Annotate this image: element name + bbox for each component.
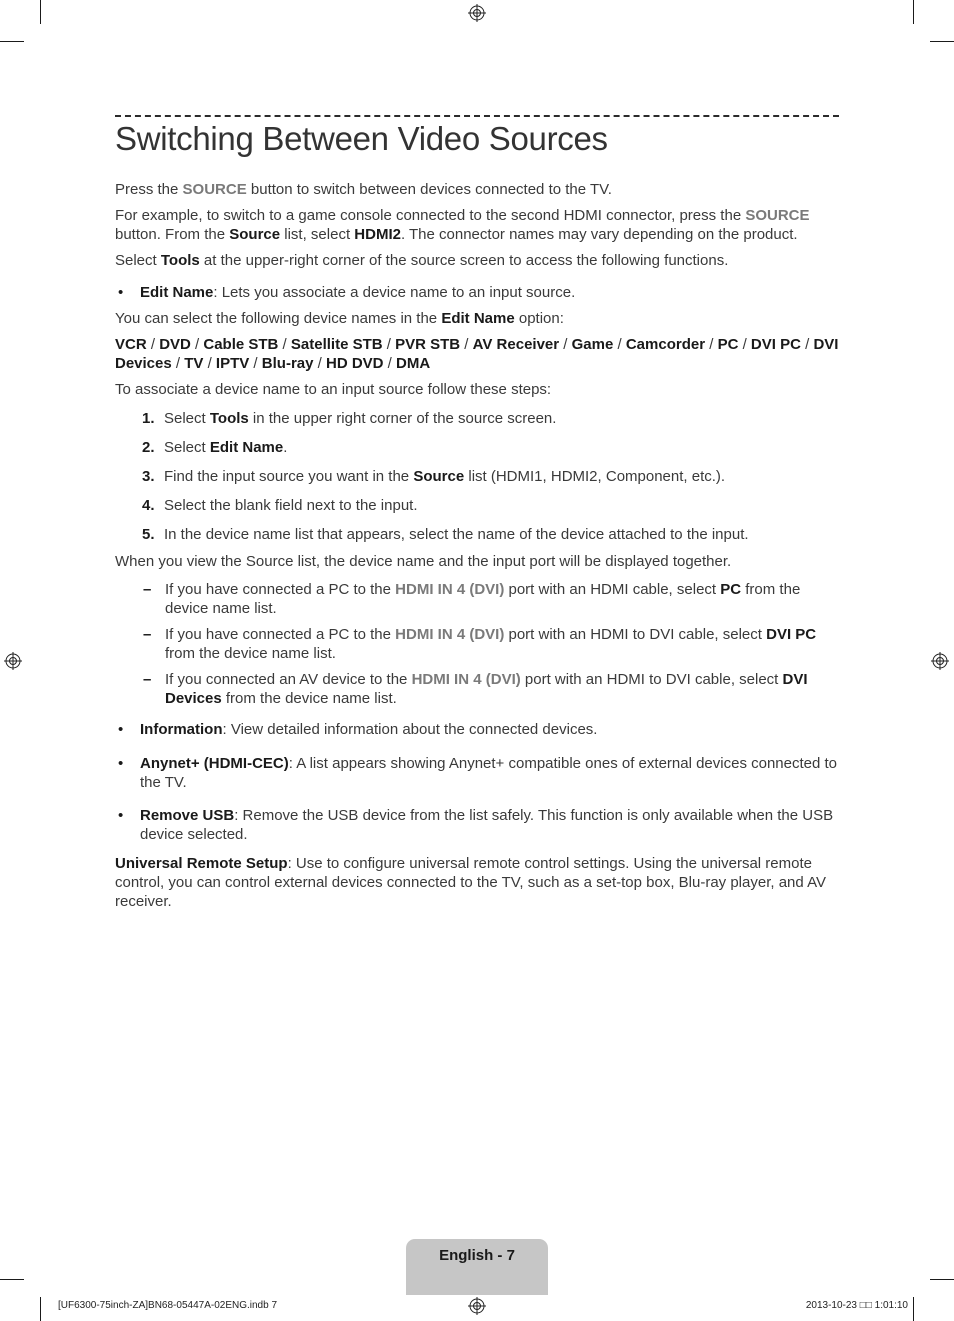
registration-mark-icon <box>468 1297 486 1315</box>
crop-mark <box>930 41 954 42</box>
print-timestamp: 2013-10-23 □□ 1:01:10 <box>805 1300 908 1311</box>
device-separator: / <box>613 336 626 353</box>
device-name: Blu-ray <box>261 355 314 372</box>
bullet-edit-name: • Edit Name: Lets you associate a device name to an input source. <box>115 283 841 302</box>
step-item: 2. Select Edit Name. <box>142 439 288 456</box>
device-separator: / <box>460 336 473 353</box>
device-name: DVD <box>159 336 191 353</box>
title-rule <box>115 115 839 117</box>
source-button-ref: SOURCE <box>745 207 810 224</box>
body-content <box>115 180 841 911</box>
device-name: HD DVD <box>325 355 384 372</box>
device-name: Camcorder <box>625 336 706 353</box>
device-name: TV <box>184 355 204 372</box>
intro-select-tools: Select Tools at the upper-right corner of the source screen to access the following functions. <box>115 252 729 269</box>
device-name: Game <box>571 336 614 353</box>
intro-press: Press the SOURCE button to switch between devices connected to the TV. <box>115 181 612 198</box>
bullet-remove-usb: • Remove USB: Remove the USB device from the list safely. This function is only available when the USB device selected. <box>115 806 841 844</box>
device-separator: / <box>171 355 185 372</box>
dash-item: – If you connected an AV device to the HDMI IN 4 (DVI) port with an HDMI to DVI cable, select DVI Devices from the device name list. <box>115 670 841 708</box>
edit-name-option-text: You can select the following device names in the Edit Name option: <box>115 310 564 327</box>
device-separator: / <box>559 336 572 353</box>
crop-mark <box>913 0 914 24</box>
source-button-ref: SOURCE <box>182 181 247 198</box>
device-name: IPTV <box>215 355 250 372</box>
step-item: 3. Find the input source you want in the Source list (HDMI1, HDMI2, Component, etc.). <box>142 468 726 485</box>
crop-mark <box>40 1297 41 1321</box>
device-separator: / <box>278 336 291 353</box>
bullet-information: • Information: View detailed information about the connected devices. <box>115 720 841 739</box>
view-note: When you view the Source list, the device name and the input port will be displayed together. <box>115 553 732 570</box>
device-separator: / <box>800 336 814 353</box>
device-separator: / <box>146 336 160 353</box>
universal-remote-setup: Universal Remote Setup: Use to configure universal remote control settings. Using the universal remote control, you can control external devices connected to the TV, such as a set-top box, Blu-ray player, and AV receiver. <box>115 855 826 910</box>
device-separator: / <box>313 355 326 372</box>
dash-item: – If you have connected a PC to the HDMI IN 4 (DVI) port with an HDMI to DVI cable, select DVI PC from the device name list. <box>115 625 841 663</box>
crop-mark <box>930 1279 954 1280</box>
file-slug: [UF6300-75inch-ZA]BN68-05447A-02ENG.indb 7 <box>58 1300 278 1311</box>
dash-item: – If you have connected a PC to the HDMI IN 4 (DVI) port with an HDMI cable, select PC from the device name list. <box>115 580 841 618</box>
device-separator: / <box>705 336 718 353</box>
device-separator: / <box>738 336 751 353</box>
device-separator: / <box>249 355 262 372</box>
device-name: Satellite STB <box>290 336 383 353</box>
device-separator: / <box>190 336 204 353</box>
device-name: PC <box>717 336 739 353</box>
registration-mark-icon <box>931 652 949 670</box>
device-name: Cable STB <box>203 336 279 353</box>
crop-mark <box>913 1297 914 1321</box>
step-item: 5. In the device name list that appears, select the name of the device attached to the input. <box>142 526 749 543</box>
page-title: Switching Between Video Sources <box>115 120 608 157</box>
crop-mark <box>0 41 24 42</box>
device-name: PVR STB <box>395 336 461 353</box>
device-name: VCR <box>115 336 147 353</box>
device-name-list <box>115 335 841 373</box>
intro-example: For example, to switch to a game console connected to the second HDMI connector, press the SOURCE button. From the Source list, select HDMI2. The connector names may vary depending on the product. <box>115 207 810 243</box>
steps-intro: To associate a device name to an input source follow these steps: <box>115 381 552 398</box>
crop-mark <box>0 1279 24 1280</box>
registration-mark-icon <box>4 652 22 670</box>
device-separator: / <box>383 355 397 372</box>
device-separator: / <box>203 355 216 372</box>
bullet-anynet: • Anynet+ (HDMI-CEC): A list appears showing Anynet+ compatible ones of external devices connected to the TV. <box>115 754 841 792</box>
device-name: AV Receiver <box>472 336 560 353</box>
page-number: English - 7 <box>439 1247 515 1264</box>
device-name: DMA <box>396 355 431 372</box>
step-item: 1. Select Tools in the upper right corner of the source screen. <box>142 410 557 427</box>
device-separator: / <box>382 336 396 353</box>
step-item: 4. Select the blank field next to the input. <box>142 497 418 514</box>
crop-mark <box>40 0 41 24</box>
registration-mark-icon <box>468 4 486 22</box>
device-name: DVI PC <box>750 336 801 353</box>
device-name: DVI Devices <box>115 336 839 372</box>
